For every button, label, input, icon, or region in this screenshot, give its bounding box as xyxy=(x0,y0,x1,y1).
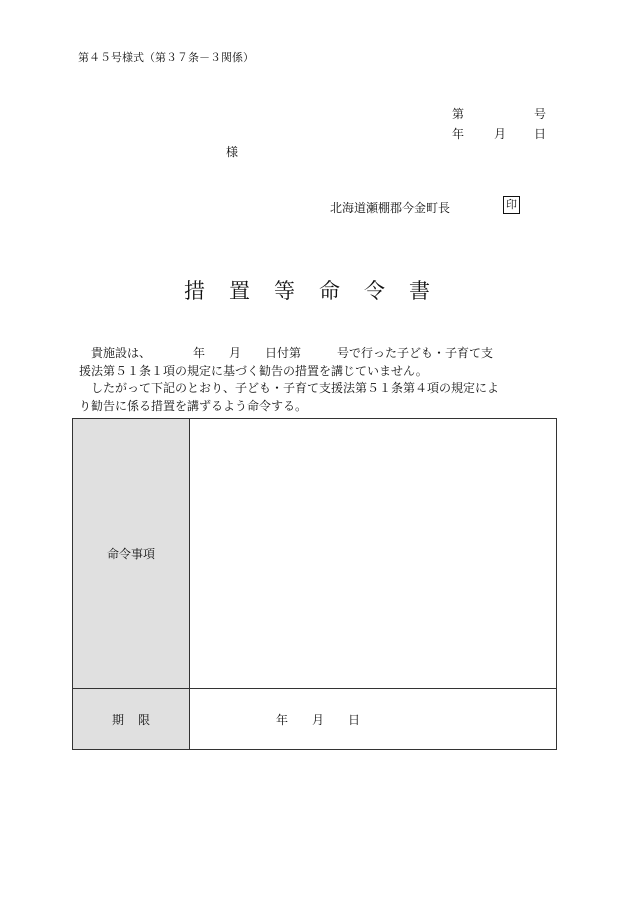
doc-number-suffix: 号 xyxy=(533,107,546,121)
order-table xyxy=(72,418,557,750)
order-items-field[interactable] xyxy=(190,419,556,688)
deadline-value: 年 月 日 xyxy=(276,713,361,727)
deadline-label: 期限 xyxy=(111,712,164,727)
date-month: 月 xyxy=(494,127,507,141)
order-items-row xyxy=(73,419,556,689)
date-day: 日 xyxy=(533,127,546,141)
body-line: 援法第５１条１項の規定に基づく勧告の措置を講じていません。 xyxy=(79,363,428,378)
addressee: 様 xyxy=(226,145,239,159)
deadline-field[interactable] xyxy=(190,689,556,749)
seal-mark: 印 xyxy=(503,196,520,214)
deadline-row xyxy=(73,689,556,749)
form-number: 第４５号様式（第３７条－３関係） xyxy=(78,51,254,64)
deadline-label-cell xyxy=(73,689,190,749)
body-line: り勧告に係る措置を講ずるよう命令する。 xyxy=(79,398,308,413)
order-items-label: 命令事項 xyxy=(73,419,190,688)
document-title: 措置等命令書 xyxy=(184,279,454,303)
doc-number-prefix: 第 xyxy=(452,107,465,121)
body-text xyxy=(79,345,547,415)
body-line: 貴施設は、 年 月 日付第 号で行った子ども・子育て支 xyxy=(79,346,494,360)
issuer-name: 北海道瀬棚郡今金町長 xyxy=(330,201,451,215)
date-year: 年 xyxy=(452,127,465,141)
body-line: したがって下記のとおり、子ども・子育て支援法第５１条第４項の規定によ xyxy=(79,381,500,395)
